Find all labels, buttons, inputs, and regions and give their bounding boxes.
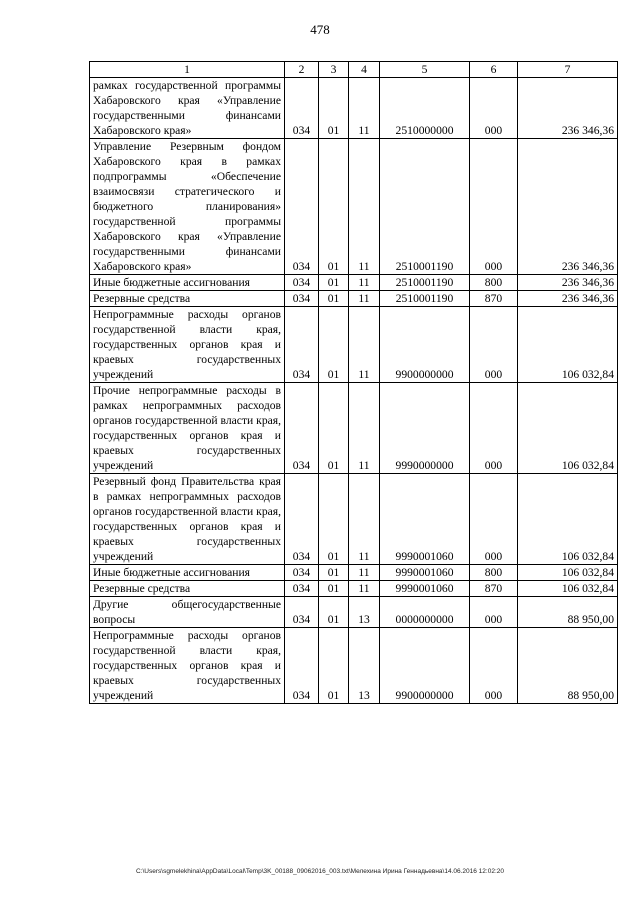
cell-col-4: 11 [349,581,380,597]
table-row [90,78,618,139]
column-header: 4 [349,62,380,78]
footer-file-path: C:\Users\sgmelekhina\AppData\Local\Temp\3K_00188_09062016_003.txt\Мелехина Ирина Геннадьевна\14.06.2016 12:02:20 [135,868,504,875]
row-name-cell: Прочие непрограммные расходы в рамках непрограммных расходов органов государственной власти края, государственных органов края и краевых государственных учреждений [90,383,285,474]
cell-col-7: 88 950,00 [518,597,618,628]
cell-col-6: 000 [470,78,518,139]
cell-col-6: 000 [470,628,518,704]
cell-col-3: 01 [319,628,349,704]
cell-col-3: 01 [319,78,349,139]
cell-col-3: 01 [319,307,349,383]
cell-col-3: 01 [319,139,349,275]
cell-col-2: 034 [285,291,319,307]
cell-col-2: 034 [285,565,319,581]
cell-col-4: 13 [349,597,380,628]
cell-col-5: 2510000000 [380,78,470,139]
cell-col-5: 9990001060 [380,581,470,597]
row-name-cell: Иные бюджетные ассигнования [90,565,285,581]
row-name-cell: Управление Резервным фондом Хабаровского края в рамках подпрограммы «Обеспечение взаимосвязи стратегического и бюджетного планирования» государственной программы Хабаровского края «Управление государственными финансами Хабаровского края» [90,139,285,275]
cell-col-7: 236 346,36 [518,275,618,291]
row-name-cell: Непрограммные расходы органов государственной власти края, государственных органов края и краевых государственных учреждений [90,628,285,704]
table-row [90,597,618,628]
cell-col-3: 01 [319,291,349,307]
cell-col-7: 106 032,84 [518,383,618,474]
cell-col-4: 11 [349,307,380,383]
cell-col-7: 106 032,84 [518,581,618,597]
cell-col-5: 2510001190 [380,291,470,307]
cell-col-4: 13 [349,628,380,704]
budget-table [89,61,618,704]
column-header: 6 [470,62,518,78]
cell-col-7: 236 346,36 [518,78,618,139]
row-name-cell: Резервные средства [90,291,285,307]
cell-col-5: 2510001190 [380,139,470,275]
cell-col-5: 9900000000 [380,307,470,383]
cell-col-3: 01 [319,597,349,628]
cell-col-7: 106 032,84 [518,307,618,383]
cell-col-3: 01 [319,383,349,474]
row-name-cell: Другие общегосударственные вопросы [90,597,285,628]
column-header: 3 [319,62,349,78]
cell-col-6: 000 [470,383,518,474]
row-name-cell: Иные бюджетные ассигнования [90,275,285,291]
cell-col-2: 034 [285,307,319,383]
cell-col-6: 000 [470,474,518,565]
cell-col-5: 2510001190 [380,275,470,291]
table-row [90,474,618,565]
cell-col-4: 11 [349,383,380,474]
cell-col-6: 870 [470,291,518,307]
cell-col-3: 01 [319,581,349,597]
column-header: 7 [518,62,618,78]
table-row [90,383,618,474]
cell-col-2: 034 [285,474,319,565]
table-row [90,291,618,307]
cell-col-4: 11 [349,139,380,275]
cell-col-2: 034 [285,581,319,597]
cell-col-6: 800 [470,565,518,581]
cell-col-4: 11 [349,78,380,139]
cell-col-6: 870 [470,581,518,597]
cell-col-7: 236 346,36 [518,291,618,307]
row-name-cell: Непрограммные расходы органов государственной власти края, государственных органов края и краевых государственных учреждений [90,307,285,383]
cell-col-2: 034 [285,628,319,704]
table-row [90,307,618,383]
page-number: 478 [310,22,330,37]
cell-col-7: 106 032,84 [518,474,618,565]
cell-col-5: 9900000000 [380,628,470,704]
cell-col-5: 9990000000 [380,383,470,474]
table-row [90,628,618,704]
cell-col-7: 88 950,00 [518,628,618,704]
cell-col-2: 034 [285,139,319,275]
column-header: 1 [90,62,285,78]
cell-col-5: 0000000000 [380,597,470,628]
cell-col-3: 01 [319,565,349,581]
cell-col-2: 034 [285,78,319,139]
cell-col-5: 9990001060 [380,474,470,565]
cell-col-2: 034 [285,275,319,291]
column-header: 2 [285,62,319,78]
row-name-cell: рамках государственной программы Хабаровского края «Управление государственными финансами Хабаровского края» [90,78,285,139]
cell-col-6: 800 [470,275,518,291]
cell-col-4: 11 [349,474,380,565]
table-row [90,275,618,291]
cell-col-2: 034 [285,597,319,628]
table-row [90,139,618,275]
table-row [90,581,618,597]
cell-col-7: 236 346,36 [518,139,618,275]
cell-col-4: 11 [349,291,380,307]
cell-col-5: 9990001060 [380,565,470,581]
cell-col-6: 000 [470,307,518,383]
column-header: 5 [380,62,470,78]
row-name-cell: Резервные средства [90,581,285,597]
header-row [90,62,618,78]
table-row [90,565,618,581]
cell-col-4: 11 [349,565,380,581]
cell-col-6: 000 [470,139,518,275]
cell-col-6: 000 [470,597,518,628]
cell-col-2: 034 [285,383,319,474]
cell-col-4: 11 [349,275,380,291]
cell-col-7: 106 032,84 [518,565,618,581]
row-name-cell: Резервный фонд Правительства края в рамках непрограммных расходов органов государственной власти края, государственных органов края и краевых государственных учреждений [90,474,285,565]
cell-col-3: 01 [319,275,349,291]
table-body [90,78,618,704]
cell-col-3: 01 [319,474,349,565]
